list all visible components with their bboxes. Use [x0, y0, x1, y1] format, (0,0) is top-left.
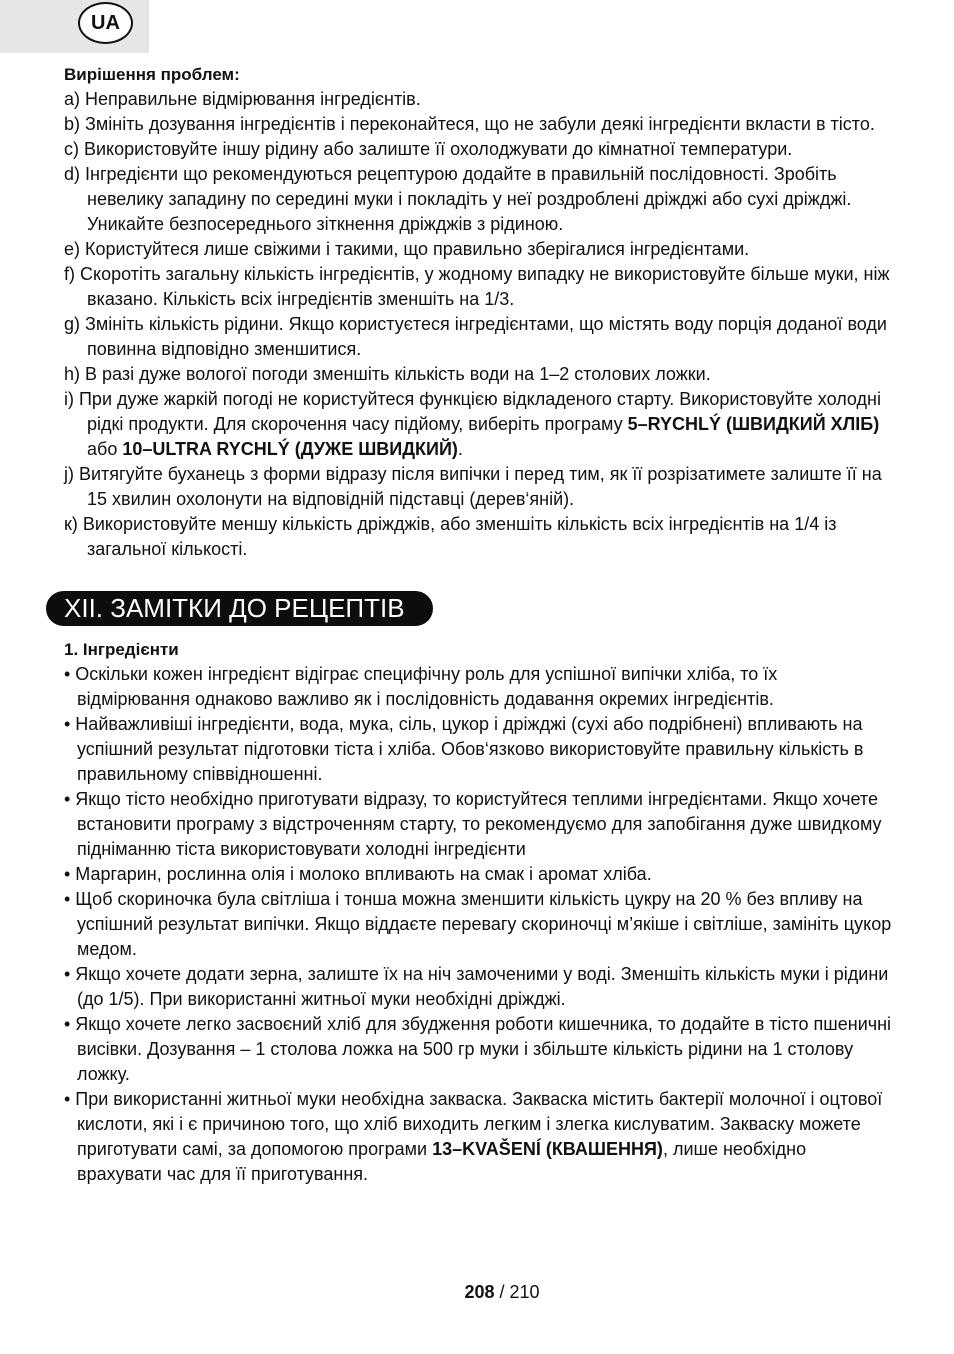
item-text: або	[87, 439, 123, 459]
page-number	[0, 1282, 954, 1303]
page-content	[64, 62, 894, 1187]
list-item	[64, 387, 894, 462]
bullet-item	[64, 1087, 894, 1187]
list-item: a) Неправильне відмірювання інгредієнтів.	[64, 89, 421, 109]
bullet-item: • Якщо тісто необхідно приготувати відразу, то користуйтеся теплими інгредієнтами. Якщо хочете встановити програму з відстроченням старту, то рекомендуємо для запобігання дуже швидкому підніманню тіста використовувати холодні інгредієнти	[64, 789, 882, 859]
bullet-item: • Маргарин, рослинна олія і молоко впливають на смак і аромат хліба.	[64, 864, 652, 884]
bullet-item: • Щоб скориночка була світліша і тонша можна зменшити кількість цукру на 20 % без впливу на успішний результат випічки. Якщо віддаєте перевагу скориночці м’якіше і світліше, замініть цукор медом.	[64, 889, 892, 959]
item-text: , лише необхідно врахувати час для її приготування.	[77, 1139, 807, 1184]
program-name: 13–KVAŠENÍ (КВАШЕННЯ)	[432, 1139, 663, 1159]
list-item: f) Скоротіть загальну кількість інгредієнтів, у жодному випадку не використовуйте більше муки, ніж вказано. Кількість всіх інгредієнтів зменшіть на 1/3.	[64, 264, 890, 309]
bullet-item: • Якщо хочете легко засвоєний хліб для збудження роботи кишечника, то додайте в тісто пшеничні висівки. Дозування – 1 столова ложка на 500 гр муки і збільште кількість рідини на 1 столову ложку.	[64, 1014, 892, 1084]
program-name: 10–ULTRA RYCHLÝ (ДУЖЕ ШВИДКИЙ)	[122, 439, 458, 459]
section-title: XII. ЗАМІТКИ ДО РЕЦЕПТІВ	[46, 591, 433, 626]
list-item: d) Інгредієнти що рекомендуються рецептурою додайте в правильній послідовності. Зробіть невелику западину по середині муки і покладіть у неї роздроблені дріжджі або сухі дріжджі. Уникайте безпосереднього зіткнення дріжджів з рідиною.	[64, 164, 852, 234]
page-separator: /	[494, 1282, 510, 1302]
list-item: b) Змініть дозування інгредієнтів і переконайтеся, що не забули деякі інгредієнти вкласти в тісто.	[64, 114, 875, 134]
total-pages: 210	[509, 1282, 540, 1302]
bullet-item: • Найважливіші інгредієнти, вода, мука, сіль, цукор і дріжджі (сухі або подрібнені) впливають на успішний результат підготовки тіста і хліба. Обов‘язково використовуйте правильну кількість в правильному співвідношенні.	[64, 714, 864, 784]
current-page: 208	[464, 1282, 495, 1302]
program-name: 5–RYCHLÝ (ШВИДКИЙ ХЛІБ)	[627, 414, 880, 434]
item-text: i) При дуже жаркій погоді не користуйтеся функцією відкладеного старту. Використовуйте холодні рідкі продукти. Для скорочення часу підйому, виберіть програму	[64, 389, 881, 434]
list-item: h) В разі дуже вологої погоди зменшіть кількість води на 1–2 столових ложки.	[64, 364, 711, 384]
bullet-item: • Якщо хочете додати зерна, залиште їх на ніч замоченими у воді. Зменшіть кількість муки і рідини (до 1/5). При використанні житньої муки необхідні дріжджі.	[64, 964, 889, 1009]
section-subheading: 1. Інгредієнти	[64, 640, 179, 659]
troubleshooting-heading: Вирішення проблем:	[64, 65, 240, 84]
list-item: c) Використовуйте іншу рідину або залиште її охолоджувати до кімнатної температури.	[64, 139, 793, 159]
list-item: к) Використовуйте меншу кількість дріжджів, або зменшіть кількість всіх інгредієнтів на 1/4 із загальної кількості.	[64, 514, 837, 559]
item-text: • При використанні житньої муки необхідна закваска. Закваска містить бактерії молочної і оцтової кислоти, які і є причиною того, що хліб виходить легким і злегка кислуватим. Закваску можете приготувати самі, за допомогою програми	[64, 1089, 883, 1159]
list-item: g) Змініть кількість рідини. Якщо користуєтеся інгредієнтами, що містять воду порція доданої води повинна відповідно зменшитися.	[64, 314, 887, 359]
list-item: j) Витягуйте буханець з форми відразу після випічки і перед тим, як її розрізатимете залиште її на 15 хвилин охолонути на відповідній підставці (дерев‘яній).	[64, 464, 882, 509]
item-text: .	[457, 439, 463, 459]
bullet-item: • Оскільки кожен інгредієнт відіграє специфічну роль для успішної випічки хліба, то їх відмірювання однаково важливо як і послідовність додавання окремих інгредієнтів.	[64, 664, 778, 709]
list-item: e) Користуйтеся лише свіжими і такими, що правильно зберігалися інгредієнтами.	[64, 239, 750, 259]
language-badge: UA	[78, 2, 133, 44]
